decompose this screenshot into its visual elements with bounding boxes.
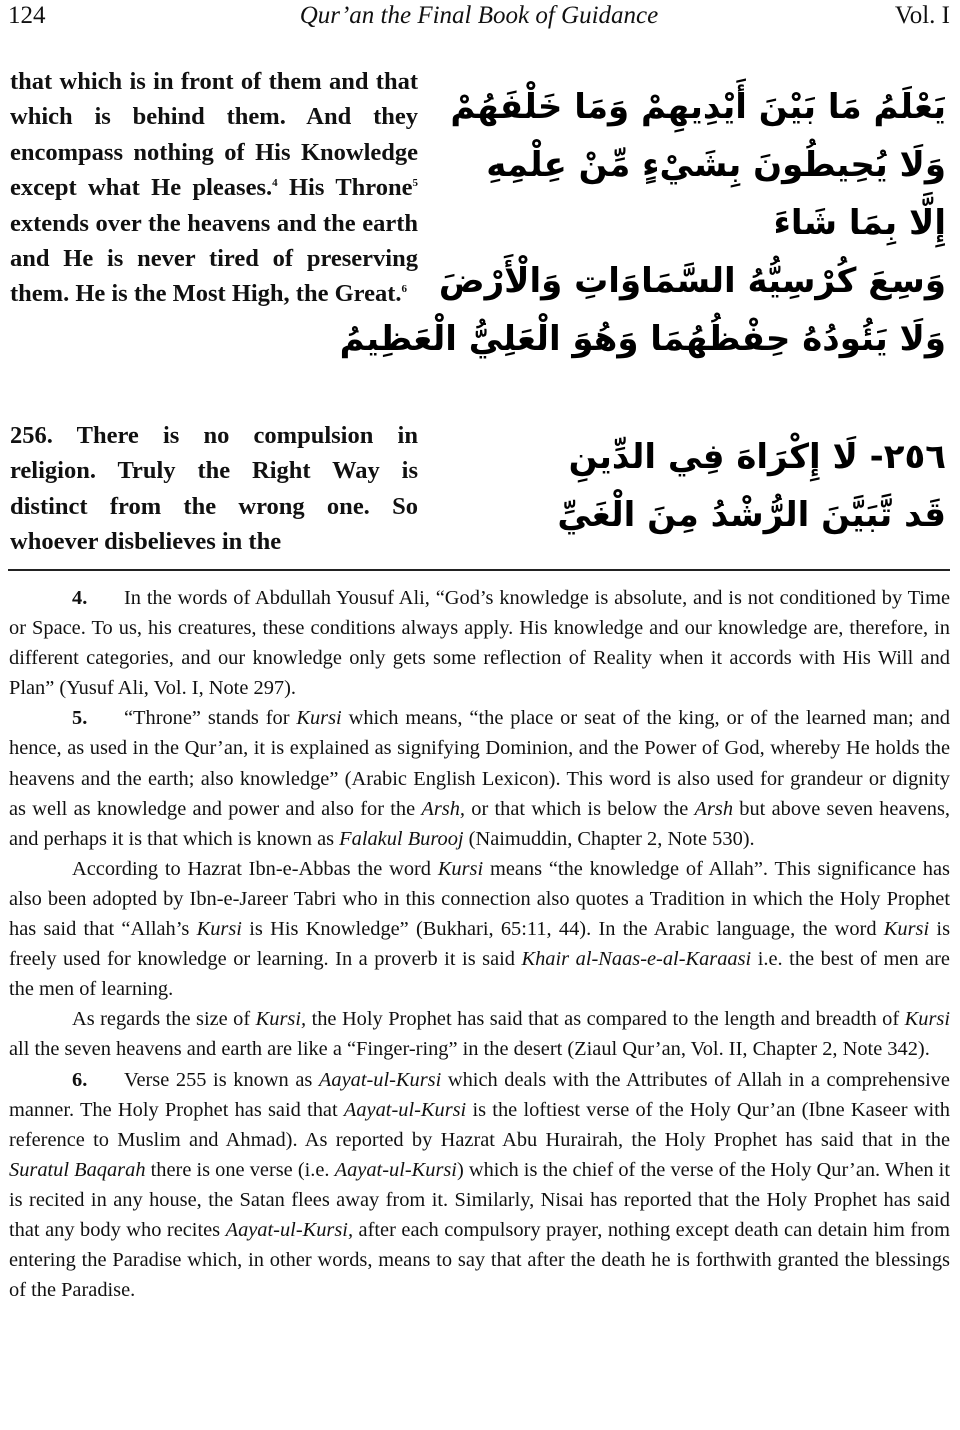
arabic-line: إِلَّا بِمَا شَاءَ (773, 203, 946, 243)
page-header (8, 2, 950, 36)
verse-text: 256. There is no compulsion in religion. Truly the Right Way is distinct from the wrong one. So whoever disbelieves in the (10, 422, 418, 556)
footnote-text: (Naimuddin, Chapter 2, Note 530). (463, 827, 755, 850)
italic-term: Aayat-ul-Kursi (334, 1158, 457, 1181)
footnote-text: is freely used for knowledge or learning. In a proverb it is said (9, 918, 951, 971)
footnote-text: In the words of Abdullah Yousuf Ali, “God’s knowledge is absolute, and is not conditioned by Time or Space. To us, his creatures, these conditions always apply. His knowledge and our knowledge are, therefore, in different categories, and our knowledge only gets some reflection of Reality when it accords with His Will and Plan” (Yusuf Ali, Vol. I, Note 297). (9, 587, 950, 700)
arabic-line: ٢٥٦- لَا إِكْرَاهَ فِي الدِّينِ (568, 437, 946, 477)
arabic-line: يَعْلَمُ مَا بَيْنَ أَيْدِيهِمْ وَمَا خَلْفَهُمْ (450, 87, 946, 127)
footnotes (9, 583, 950, 1305)
footnote-text: there is one verse (i.e. (145, 1158, 335, 1181)
footnote-text: “Throne” stands for (124, 707, 297, 730)
italic-term: Arsh, (421, 797, 466, 820)
footnote-text: is His Knowledge” (Bukhari, 65:11, 44). In the Arabic language, the word (241, 918, 884, 941)
italic-term: Falakul Burooj (339, 827, 464, 850)
footnote-5 (9, 703, 950, 853)
italic-term: Kursi (904, 1008, 950, 1031)
arabic-line: قَد تَّبَيَّنَ الرُّشْدُ مِنَ الْغَيِّ (557, 495, 946, 535)
footnote-text: is the loftiest verse of the Holy Qur’an (Ibne Kaseer with reference to Muslim and Ahmad). As reported by Hazrat Abu Hurairah, the Holy Prophet has said that in the (9, 1098, 950, 1151)
footnote-text: According to Hazrat Ibn-e-Abbas the word (72, 857, 438, 880)
footnote-4 (9, 583, 950, 703)
footnote-text: which deals with the Attributes of Allah in a comprehensive manner. The Holy Prophet has said that (9, 1068, 950, 1121)
volume-label: Vol. I (894, 2, 950, 29)
footnote-text: but above seven heavens, and perhaps it is that which is known as (9, 797, 950, 850)
italic-term: Aayat-ul-Kursi, (225, 1218, 354, 1241)
verse-256-translation (10, 418, 418, 560)
italic-term: Aayat-ul-Kursi (343, 1098, 467, 1121)
italic-term: Kursi (883, 918, 930, 941)
footnote-text: i.e. the best of men are the men of learning. (9, 948, 950, 1001)
footnote-text: or that which is below the (465, 797, 695, 820)
footnote-ref: 4 (272, 177, 278, 190)
verse-255-translation (10, 64, 418, 312)
footnote-ref: 6 (401, 283, 407, 296)
page-number: 124 (8, 2, 46, 29)
italic-term: Kursi, (255, 1008, 307, 1031)
italic-term: Khair al-Naas-e-al-Karaasi (521, 948, 752, 971)
footnote-text: means “the knowledge of Allah”. This significance has also been adopted by Ibn-e-Jareer Tabri who in this connection also quotes a Tradition in which the Holy Prophet has said that “Allah’s (9, 857, 950, 941)
footnote-5-paragraph-2 (9, 854, 950, 1004)
italic-term: Kursi (296, 707, 342, 730)
footnote-text: Verse 255 is known as (124, 1068, 319, 1091)
footnote-text: ) which is the chief of the verse of the Holy Qur’an. When it is recited in any house, the Satan flees away from it. Similarly, Nisai has reported that the Holy Prophet has said that any body who recites (9, 1158, 951, 1241)
footnote-number: 6. (72, 1068, 88, 1091)
italic-term: Aayat-ul-Kursi (318, 1068, 442, 1091)
arabic-line: وَلَا يَئُودُهُ حِفْظُهُمَا وَهُوَ الْعَلِيُّ الْعَظِيمُ (339, 319, 946, 359)
arabic-line: وَسِعَ كُرْسِيُّهُ السَّمَاوَاتِ وَالْأَرْضَ (438, 261, 946, 301)
italic-term: Kursi (437, 857, 484, 880)
footnote-text: all the seven heavens and earth are like a “Finger-ring” in the desert (Ziaul Qur’an, Vol. II, Chapter 2, Note 342). (9, 1038, 930, 1061)
italic-term: Suratul Baqarah (9, 1158, 146, 1181)
verse-text: that which is in front of them and that which is behind them. And they encompass nothing of His Knowledge except what He pleases. (10, 68, 418, 202)
footnote-number: 4. (72, 587, 88, 609)
footnote-6 (9, 1065, 950, 1306)
italic-term: Kursi (196, 918, 242, 941)
footnote-divider (8, 569, 950, 571)
arabic-line: وَلَا يُحِيطُونَ بِشَيْءٍ مِّنْ عِلْمِهِ (486, 145, 946, 185)
footnote-ref: 5 (412, 177, 418, 190)
running-title: Qur’an the Final Book of Guidance (299, 2, 659, 29)
verse-256-arabic (440, 428, 946, 544)
verse-text: extends over the heavens and the earth and He is never tired of preserving them. He is the Most High, the Great. (10, 209, 418, 308)
footnote-text: which means, “the place or seat of the king, or of the learned man; and hence, as used in the Qur’an, it is explained as signifying Dominion, and the Power of God, whereby He holds the heavens and the earth; also knowledge” (Arabic English Lexicon). This word is also used for grandeur or dignity as well as knowledge and power and also for the (9, 707, 950, 820)
footnote-5-paragraph-3 (9, 1004, 950, 1064)
italic-term: Arsh (694, 797, 734, 820)
footnote-text: after each compulsory prayer, nothing except death can detain him from entering the Paradise which, in other words, means to say that after the death he is forthwith granted the blessings of the Paradise. (9, 1218, 950, 1302)
verse-text: His Throne (277, 174, 413, 202)
footnote-text: the Holy Prophet has said that as compared to the length and breadth of (306, 1008, 905, 1031)
footnote-number: 5. (72, 707, 88, 730)
footnote-text: As regards the size of (72, 1008, 256, 1031)
